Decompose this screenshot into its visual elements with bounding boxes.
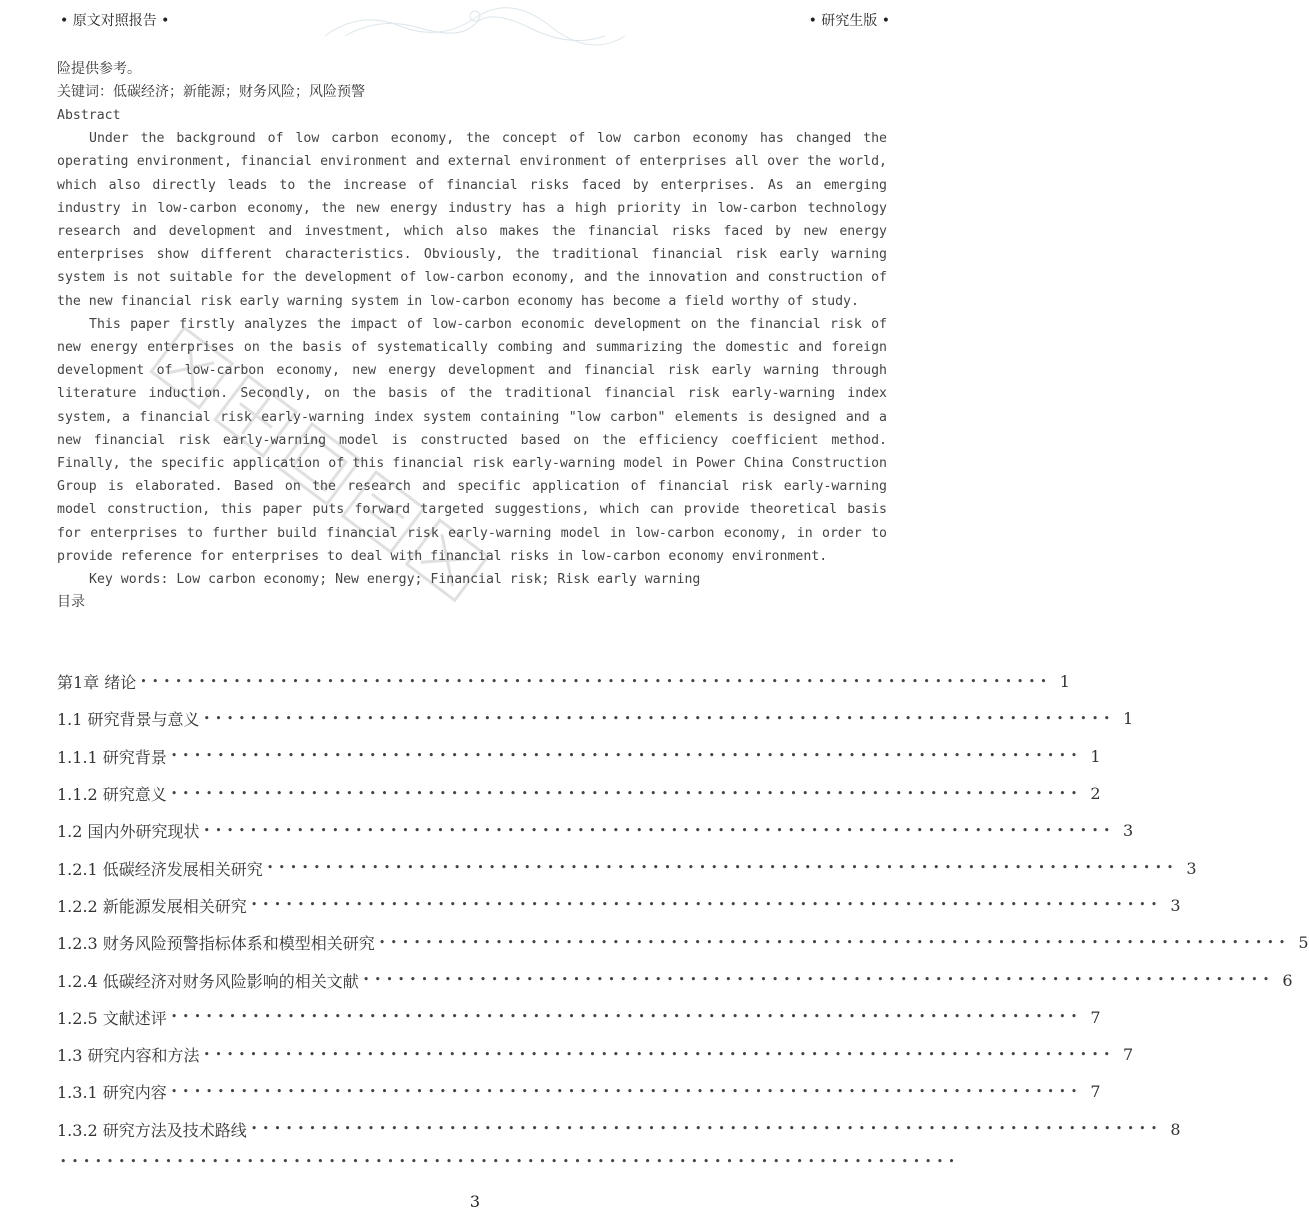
- toc-entry-page: 7: [1090, 1082, 1101, 1102]
- toc-entry-title: 1.1.2 研究意义: [57, 785, 167, 805]
- toc-entry-title: 1.1 研究背景与意义: [57, 710, 200, 730]
- toc-entry-title: 1.2.4 低碳经济对财务风险影响的相关文献: [57, 971, 359, 991]
- header-ornament-icon: [320, 8, 630, 38]
- toc-entry-title: 1.2.2 新能源发展相关研究: [57, 896, 247, 916]
- toc-leader-dots: ••••••••••••••••••••••••••••••••••••••••••••••••••••••••••••••••••••••••••••••: [203, 823, 1116, 837]
- toc-entry[interactable]: [57, 1111, 1181, 1148]
- toc-leader-dots: ••••••••••••••••••••••••••••••••••••••••••••••••••••••••••••••••••••••••••••••: [203, 711, 1116, 725]
- toc-entry[interactable]: [57, 700, 1134, 737]
- toc-entry-page: 6: [1282, 970, 1293, 990]
- toc-entry[interactable]: [57, 738, 1101, 775]
- toc-entry-page: 2: [1090, 784, 1101, 804]
- toc-entry[interactable]: [57, 961, 1293, 998]
- page-number: 3: [469, 1192, 481, 1211]
- table-of-contents: [57, 663, 1309, 1148]
- toc-entry[interactable]: [57, 812, 1134, 849]
- toc-entry[interactable]: [57, 1036, 1134, 1073]
- toc-entry-title: 1.3 研究内容和方法: [57, 1046, 200, 1066]
- toc-entry[interactable]: [57, 849, 1197, 886]
- abstract-keywords: Key words: Low carbon economy; New energy; Financial risk; Risk early warning: [89, 572, 701, 588]
- toc-leader-dots: ••••••••••••••••••••••••••••••••••••••••••••••••••••••••••••••••••••••••••••••: [362, 973, 1275, 987]
- toc-entry-page: 3: [1123, 821, 1134, 841]
- toc-entry-page: 1: [1090, 746, 1101, 766]
- toc-entry-title: 第1章 绪论: [57, 673, 137, 693]
- page-header: [0, 8, 950, 32]
- document-body: [57, 58, 887, 614]
- toc-entry-title: 1.2.5 文献述评: [57, 1008, 167, 1028]
- toc-leader-dots: ••••••••••••••••••••••••••••••••••••••••••••••••••••••••••••••••••••••••••••••: [170, 1084, 1083, 1098]
- toc-leader-dots: ••••••••••••••••••••••••••••••••••••••••••••••••••••••••••••••••••••••••••••••: [170, 749, 1083, 763]
- toc-entry[interactable]: [57, 924, 1309, 961]
- toc-entry[interactable]: [57, 887, 1181, 924]
- toc-entry-page: 3: [1170, 895, 1181, 915]
- report-type-label: • 原文对照报告 •: [60, 13, 170, 29]
- toc-entry-page: 5: [1298, 933, 1309, 953]
- toc-entry-page: 8: [1170, 1119, 1181, 1139]
- toc-leader-dots: ••••••••••••••••••••••••••••••••••••••••••••••••••••••••••••••••••••••••••••••: [203, 1047, 1116, 1061]
- chinese-keywords: 关键词：低碳经济；新能源；财务风险；风险预警: [57, 84, 365, 100]
- toc-entry-title: 1.2.3 财务风险预警指标体系和模型相关研究: [57, 934, 375, 954]
- toc-leader-dots: ••••••••••••••••••••••••••••••••••••••••••••••••••••••••••••••••••••••••••••••: [170, 786, 1083, 800]
- abstract-paragraph-2: This paper firstly analyzes the impact of low-carbon economic development on the financial risk of new energy enterprises on the basis of systematically combing and summarizing the domestic and foreign development of low-carbon economy, new energy development and financial risk early warning through literature induction. Secondly, on the basis of the traditional financial risk early-warning index system, a financial risk early-warning index system containing "low carbon" elements is designed and a new financial risk early-warning model is constructed based on the efficiency coefficient method. Finally, the specific application of this financial risk early-warning model in Power China Construction Group is elaborated. Based on the research and specific application of financial risk early-warning model construction, this paper puts forward targeted suggestions, which can provide theoretical basis for enterprises to further build financial risk early-warning model in low-carbon economy, in order to provide reference for enterprises to deal with financial risks in low-carbon economy environment.: [57, 316, 887, 564]
- toc-entry-page: 7: [1123, 1045, 1134, 1065]
- toc-entry-page: 3: [1186, 858, 1197, 878]
- toc-leader-dots: ••••••••••••••••••••••••••••••••••••••••••••••••••••••••••••••••••••••••••••••: [266, 861, 1179, 875]
- toc-entry-title: 1.1.1 研究背景: [57, 747, 167, 767]
- abstract-paragraph-1: Under the background of low carbon economy, the concept of low carbon economy has changed the operating environment, financial environment and external environment of enterprises all over the world, which also directly leads to the increase of financial risks faced by enterprises. As an emerging industry in low-carbon economy, the new energy industry has a high priority in low-carbon technology research and development and investment, which also makes the financial risks faced by new energy enterprises show different characteristics. Obviously, the traditional financial risk early warning system is not suitable for the development of low-carbon economy, and the innovation and construction of the new financial risk early warning system in low-carbon economy has become a field worthy of study.: [57, 131, 887, 309]
- edition-label: • 研究生版 •: [808, 13, 890, 29]
- toc-leader-dots: ••••••••••••••••••••••••••••••••••••••••••••••••••••••••••••••••••••••••••••••: [170, 1010, 1083, 1024]
- toc-entry-page: 1: [1123, 709, 1134, 729]
- toc-entry-title: 1.2.1 低碳经济发展相关研究: [57, 859, 263, 879]
- chinese-abstract-ending: 险提供参考。: [57, 61, 141, 77]
- toc-heading: 目录: [57, 594, 85, 611]
- toc-entry[interactable]: [57, 999, 1101, 1036]
- toc-leader-dots: ••••••••••••••••••••••••••••••••••••••••••••••••••••••••••••••••••••••••••••••: [250, 1122, 1163, 1136]
- toc-leader-dots: ••••••••••••••••••••••••••••••••••••••••••••••••••••••••••••••••••••••••••••••: [140, 674, 1052, 688]
- toc-leader-dots: ••••••••••••••••••••••••••••••••••••••••••••••••••••••••••••••••••••••••••••••: [378, 935, 1291, 949]
- toc-trailing-dots: •••••••••••••••••••••••••••••••••••••••••••••••••••••••••••••••••••••••••••••: [60, 1155, 960, 1168]
- toc-entry[interactable]: [57, 1073, 1101, 1110]
- toc-entry-title: 1.3.2 研究方法及技术路线: [57, 1120, 247, 1140]
- toc-entry[interactable]: [57, 663, 1070, 700]
- toc-entry[interactable]: [57, 775, 1101, 812]
- toc-entry-page: 1: [1059, 672, 1070, 692]
- toc-entry-title: 1.3.1 研究内容: [57, 1083, 167, 1103]
- toc-entry-page: 7: [1090, 1007, 1101, 1027]
- toc-leader-dots: ••••••••••••••••••••••••••••••••••••••••••••••••••••••••••••••••••••••••••••••: [250, 898, 1163, 912]
- toc-entry-title: 1.2 国内外研究现状: [57, 822, 200, 842]
- abstract-heading: Abstract: [57, 108, 121, 123]
